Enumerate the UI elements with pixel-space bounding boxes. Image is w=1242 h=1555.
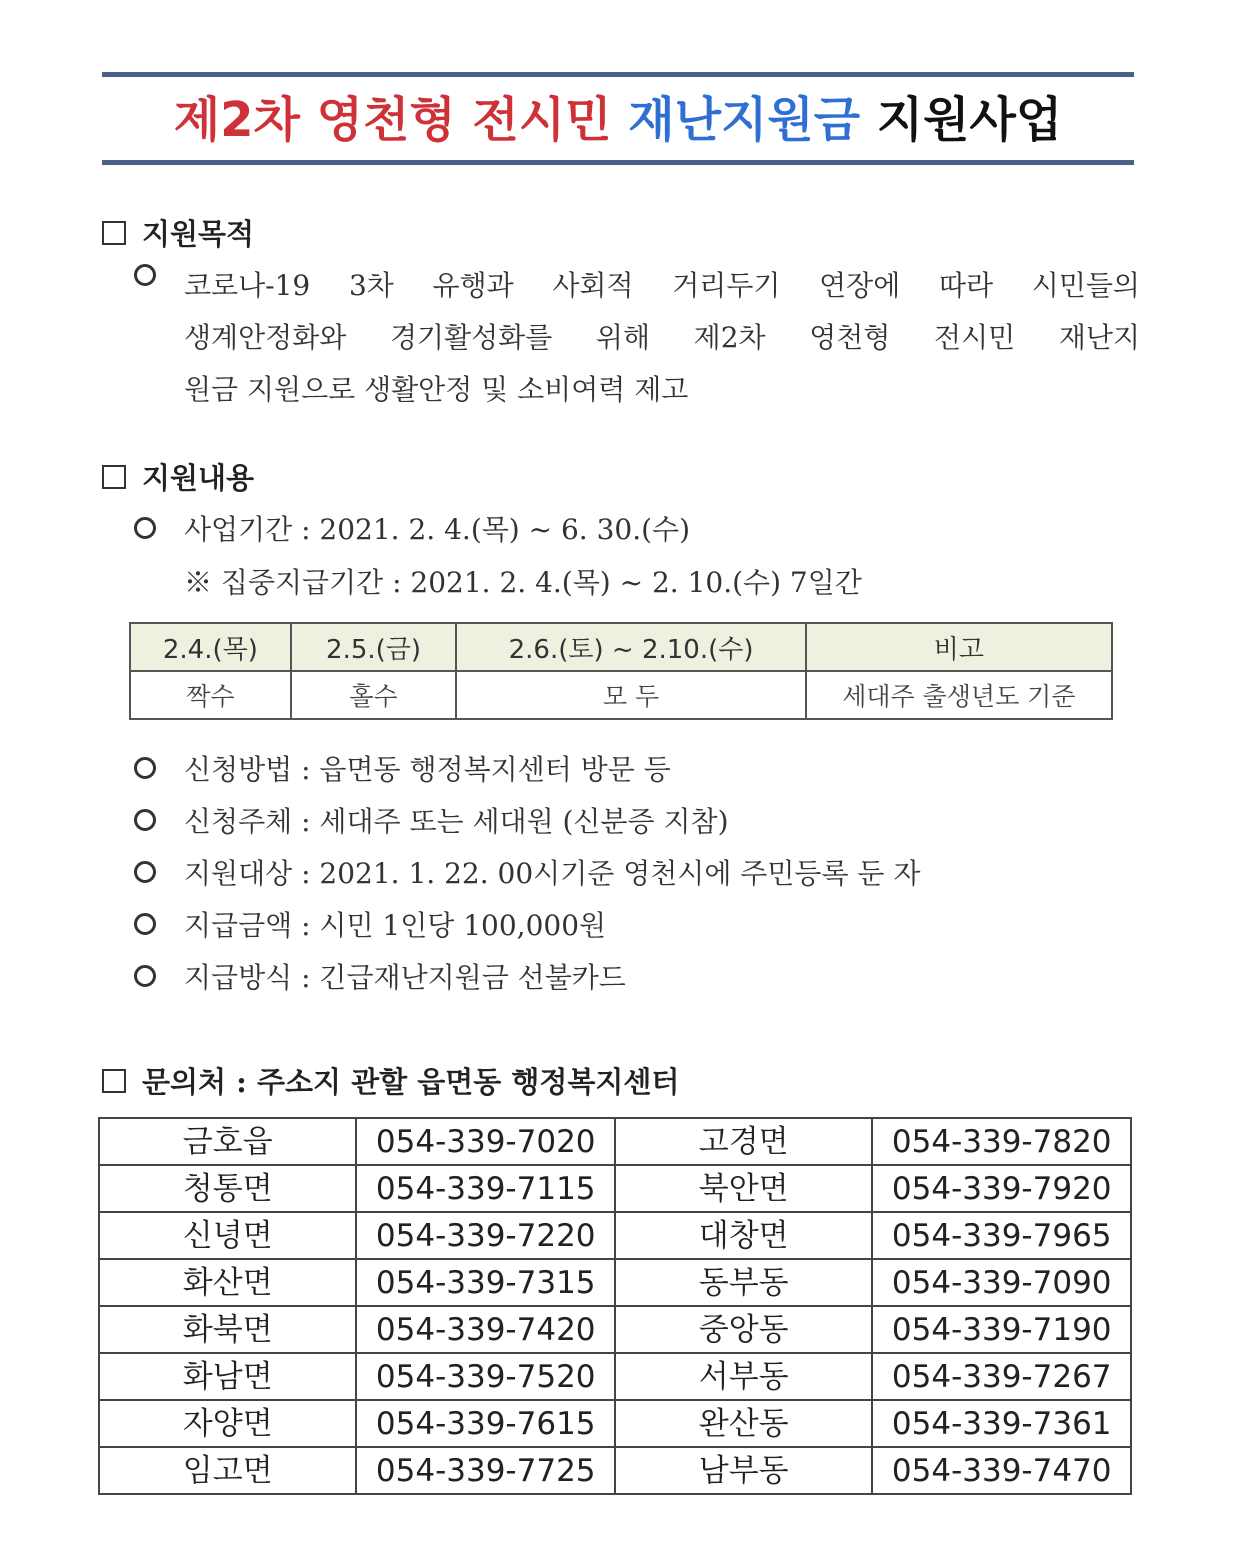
table-row [99,1447,1131,1494]
office-name: 남부동 [615,1447,872,1494]
content-item [134,956,626,996]
schedule-header-row [130,623,1112,671]
office-phone: 054-339-7361 [872,1400,1131,1447]
section-heading-content [102,456,254,497]
title-part-red: 제2차 영천형 전시민 [173,92,612,148]
office-name: 서부동 [615,1353,872,1400]
content-item [134,748,671,788]
circle-bullet-icon [134,757,156,779]
title-top-rule [102,72,1134,77]
table-row [99,1212,1131,1259]
circle-bullet-icon [134,809,156,831]
square-bullet-icon [102,1069,126,1093]
office-name: 북안면 [615,1165,872,1212]
schedule-cell: 짝수 [130,671,291,719]
square-bullet-icon [102,221,126,245]
schedule-body-row [130,671,1112,719]
office-name: 자양면 [99,1400,356,1447]
title-banner [102,72,1134,170]
office-phone: 054-339-7115 [356,1165,615,1212]
office-phone: 054-339-7267 [872,1353,1131,1400]
office-phone: 054-339-7020 [356,1118,615,1165]
office-phone: 054-339-7725 [356,1447,615,1494]
office-name: 대창면 [615,1212,872,1259]
office-name: 화북면 [99,1306,356,1353]
office-name: 금호읍 [99,1118,356,1165]
section-heading-purpose [102,212,254,253]
table-row [99,1165,1131,1212]
table-row [99,1400,1131,1447]
purpose-line-2: 생계안정화와 경기활성화를 위해 제2차 영천형 전시민 재난지 [184,321,1140,354]
office-phone: 054-339-7965 [872,1212,1131,1259]
purpose-line-1: 코로나-19 3차 유행과 사회적 거리두기 연장에 따라 시민들의 [184,269,1140,302]
office-name: 신녕면 [99,1212,356,1259]
circle-bullet-icon [134,264,156,286]
title-part-blue: 재난지원금 [628,92,861,148]
section-title: 문의처 : 주소지 관할 읍면동 행정복지센터 [142,1065,680,1099]
content-item [134,800,729,840]
office-name: 동부동 [615,1259,872,1306]
table-row [99,1259,1131,1306]
contact-table [98,1117,1132,1495]
office-name: 임고면 [99,1447,356,1494]
intensive-note: ※ 집중지급기간 : 2021. 2. 4.(목) ~ 2. 10.(수) 7일간 [184,566,862,599]
schedule-cell: 모 두 [456,671,805,719]
office-phone: 054-339-7090 [872,1259,1131,1306]
content-item-text: 신청주체 : 세대주 또는 세대원 (신분증 지참) [184,805,729,838]
schedule-table [129,622,1113,720]
office-name: 완산동 [615,1400,872,1447]
schedule-header-cell: 2.4.(목) [130,623,291,671]
office-phone: 054-339-7470 [872,1447,1131,1494]
content-item-text: 신청방법 : 읍면동 행정복지센터 방문 등 [184,753,671,786]
purpose-bullet [134,264,184,286]
content-item [134,904,606,944]
purpose-line-3: 원금 지원으로 생활안정 및 소비여력 제고 [184,373,689,406]
content-item [134,852,920,892]
schedule-header-cell: 2.6.(토) ~ 2.10.(수) [456,623,805,671]
office-phone: 054-339-7820 [872,1118,1131,1165]
period-item [134,508,690,548]
content-item-text: 지원대상 : 2021. 1. 22. 00시기준 영천시에 주민등록 둔 자 [184,857,921,890]
title-part-black: 지원사업 [876,92,1063,148]
office-name: 중앙동 [615,1306,872,1353]
document-title [102,86,1134,154]
table-row [99,1118,1131,1165]
office-phone: 054-339-7220 [356,1212,615,1259]
circle-bullet-icon [134,913,156,935]
section-title: 지원목적 [142,217,255,251]
schedule-cell: 홀수 [291,671,457,719]
content-item-text: 지급방식 : 긴급재난지원금 선불카드 [184,961,626,994]
circle-bullet-icon [134,965,156,987]
office-phone: 054-339-7920 [872,1165,1131,1212]
office-phone: 054-339-7190 [872,1306,1131,1353]
office-phone: 054-339-7420 [356,1306,615,1353]
schedule-header-cell: 2.5.(금) [291,623,457,671]
circle-bullet-icon [134,517,156,539]
office-phone: 054-339-7315 [356,1259,615,1306]
office-phone: 054-339-7615 [356,1400,615,1447]
section-heading-inquiry [102,1060,679,1101]
schedule-header-cell: 비고 [806,623,1112,671]
office-name: 화산면 [99,1259,356,1306]
office-name: 청통면 [99,1165,356,1212]
schedule-cell: 세대주 출생년도 기준 [806,671,1112,719]
circle-bullet-icon [134,861,156,883]
title-bottom-rule [102,160,1134,165]
period-text: 사업기간 : 2021. 2. 4.(목) ~ 6. 30.(수) [184,513,691,546]
office-phone: 054-339-7520 [356,1353,615,1400]
office-name: 화남면 [99,1353,356,1400]
table-row [99,1306,1131,1353]
section-title: 지원내용 [142,461,255,495]
office-name: 고경면 [615,1118,872,1165]
table-row [99,1353,1131,1400]
content-item-text: 지급금액 : 시민 1인당 100,000원 [184,909,607,942]
square-bullet-icon [102,465,126,489]
